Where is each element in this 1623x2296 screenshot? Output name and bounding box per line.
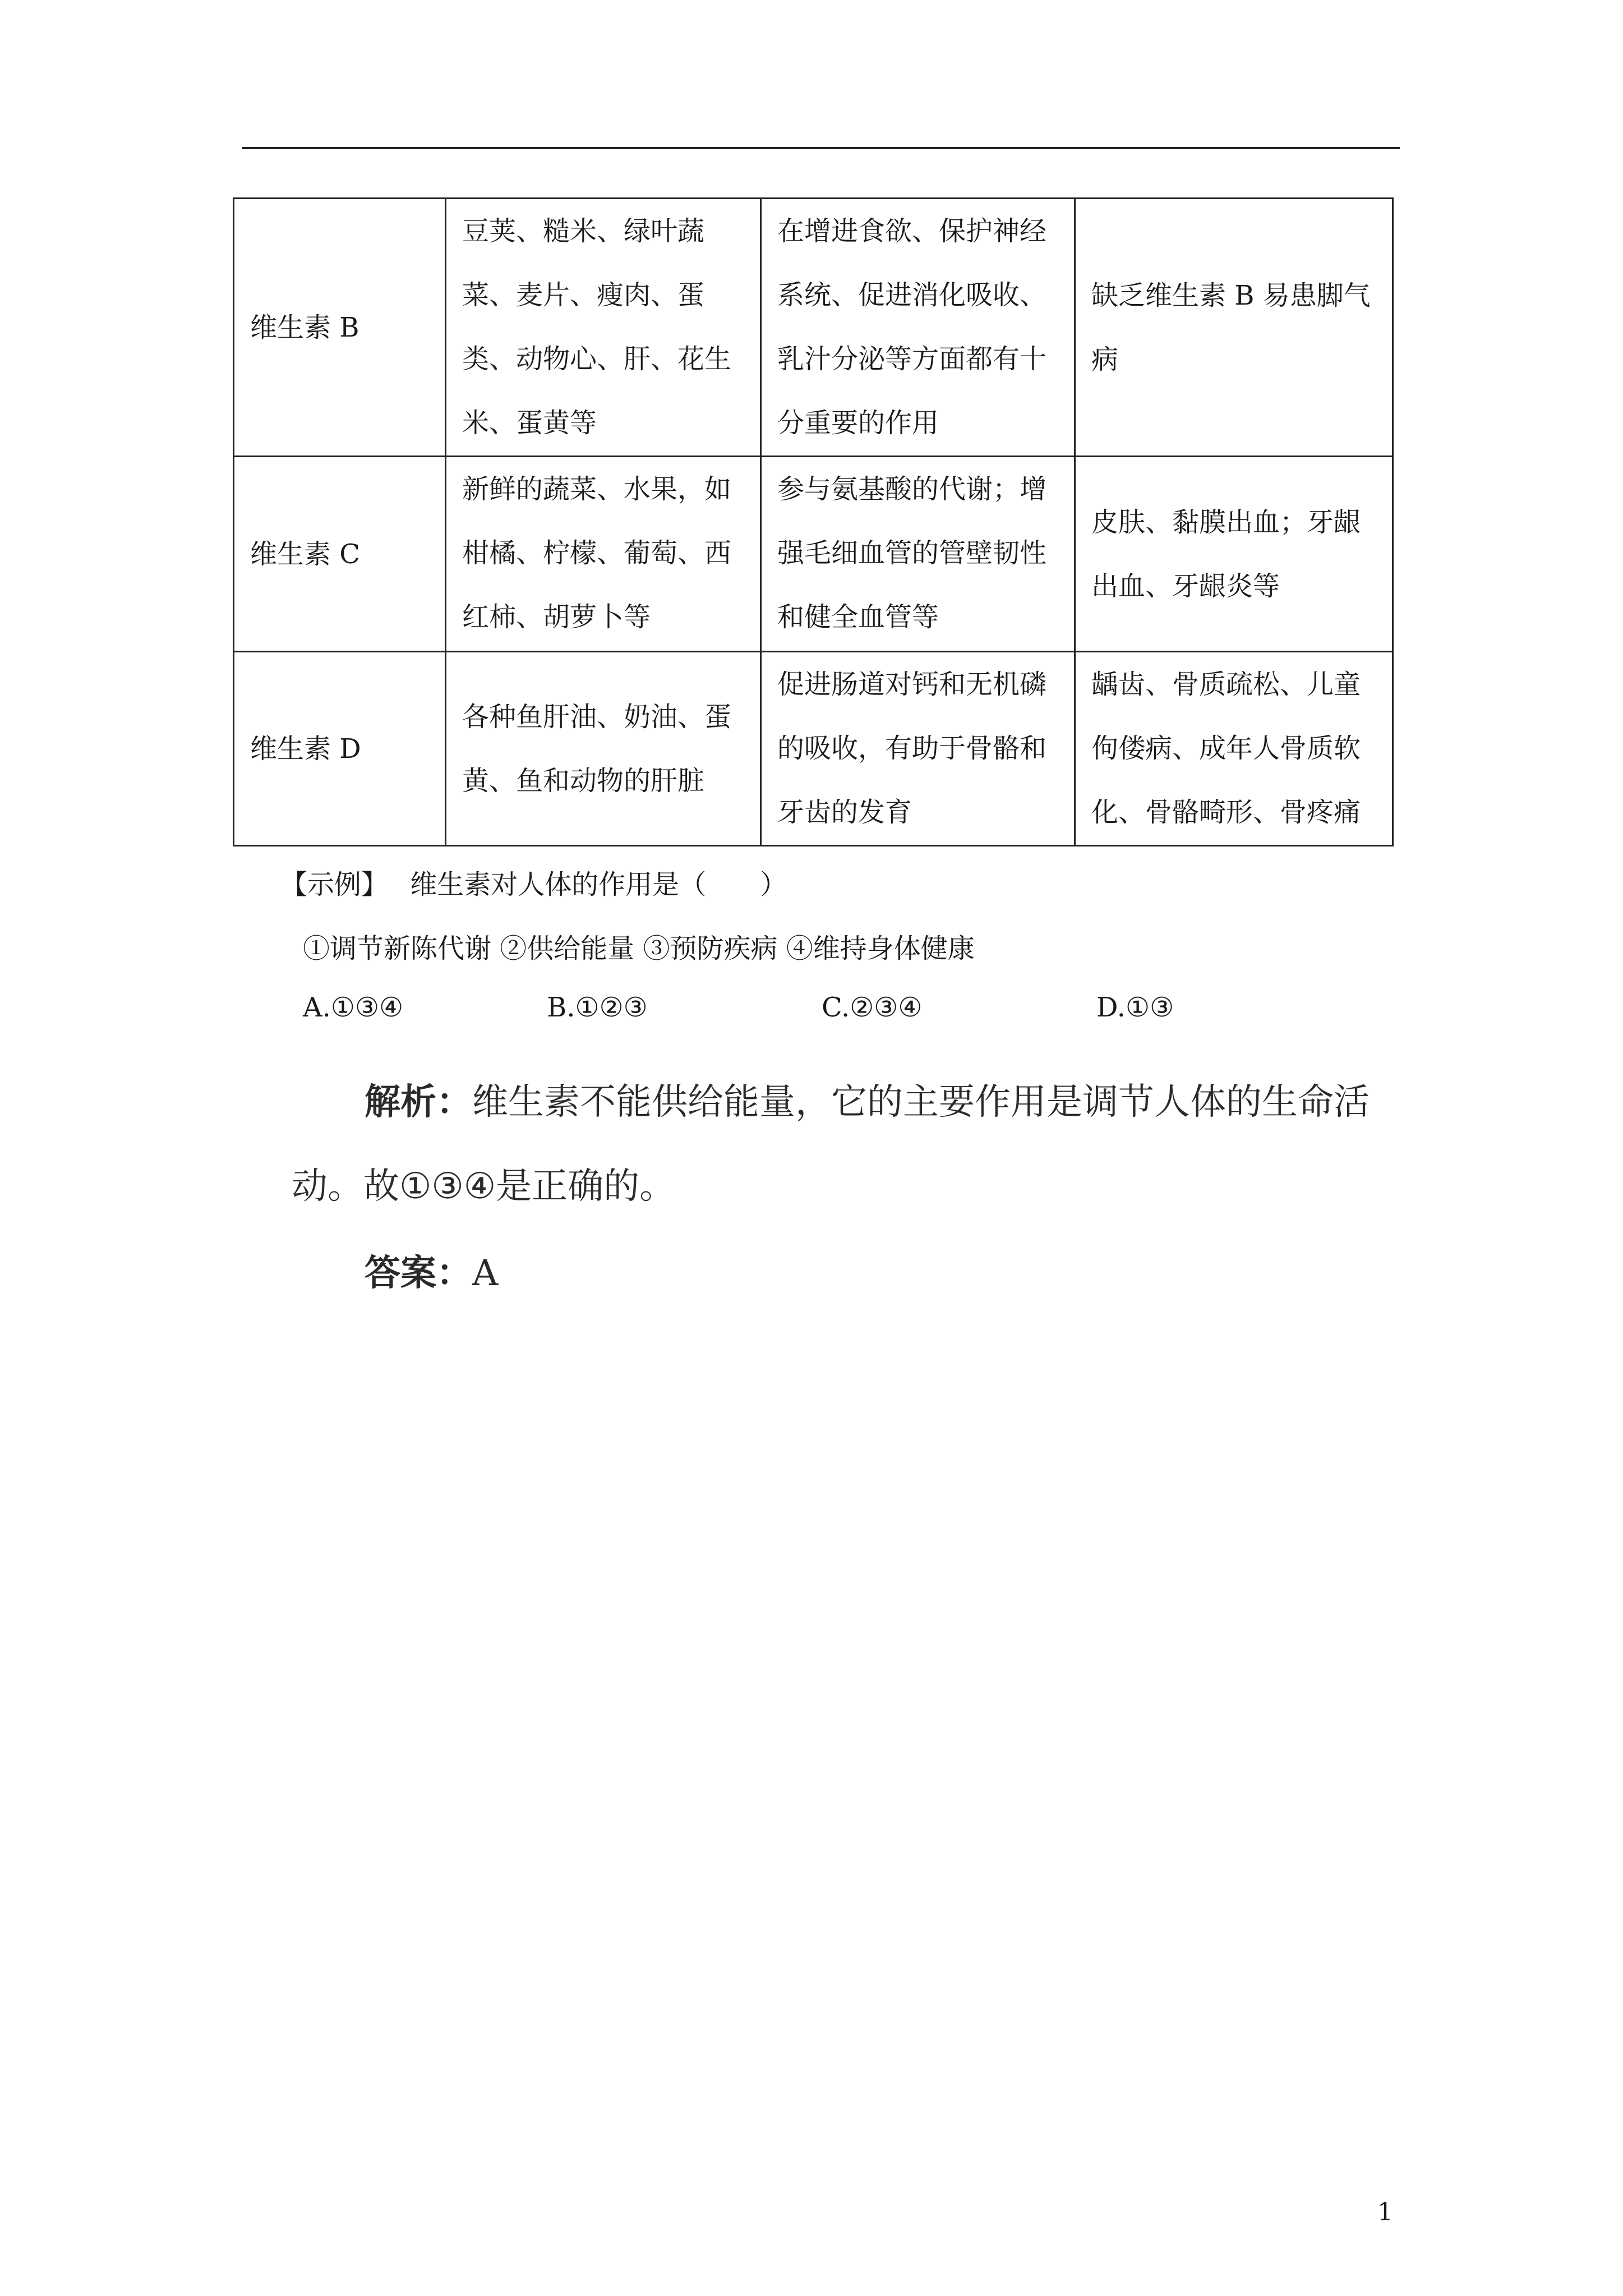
deficiency-cell: 皮肤、黏膜出血；牙龈出血、牙龈炎等 [1075, 457, 1393, 652]
header-rule [242, 147, 1400, 149]
option-d: D.①③ [1096, 992, 1174, 1023]
table-row [234, 199, 1393, 457]
vitamin-name-cell: 维生素 B [234, 199, 446, 457]
example-question-text: 维生素对人体的作用是（ ） [410, 869, 787, 900]
answer-label: 答案： [365, 1253, 472, 1294]
analysis-line-1 [365, 1060, 1458, 1144]
example-label: 【示例】 [280, 869, 389, 900]
deficiency-cell: 龋齿、骨质疏松、儿童佝偻病、成年人骨质软化、骨骼畸形、骨疼痛 [1075, 652, 1393, 846]
function-cell: 在增进食欲、保护神经系统、促进消化吸收、乳汁分泌等方面都有十分重要的作用 [761, 199, 1075, 457]
analysis-text-1: 维生素不能供给能量，它的主要作用是调节人体的生命活 [472, 1082, 1370, 1123]
table-row [234, 457, 1393, 652]
sources-cell: 各种鱼肝油、奶油、蛋黄、鱼和动物的肝脏 [446, 652, 761, 846]
answer-line [365, 1231, 1514, 1315]
sources-cell: 豆荚、糙米、绿叶蔬菜、麦片、瘦肉、蛋类、动物心、肝、花生米、蛋黄等 [446, 199, 761, 457]
vitamin-table [233, 197, 1394, 846]
answer-value: A [472, 1253, 499, 1294]
option-c: C.②③④ [822, 992, 923, 1023]
example-items: ①调节新陈代谢 ②供给能量 ③预防疾病 ④维持身体健康 [303, 933, 975, 964]
example-question [280, 863, 787, 901]
analysis-line-2: 动。故①③④是正确的。 [292, 1166, 676, 1207]
function-cell: 促进肠道对钙和无机磷的吸收，有助于骨骼和牙齿的发育 [761, 652, 1075, 846]
option-a: A.①③④ [303, 992, 404, 1023]
deficiency-cell: 缺乏维生素 B 易患脚气病 [1075, 199, 1393, 457]
option-b: B.①②③ [547, 992, 648, 1023]
analysis-label: 解析： [365, 1082, 472, 1123]
vitamin-name-cell: 维生素 D [234, 652, 446, 846]
sources-cell: 新鲜的蔬菜、水果，如柑橘、柠檬、葡萄、西红柿、胡萝卜等 [446, 457, 761, 652]
table-row [234, 652, 1393, 846]
vitamin-name-cell: 维生素 C [234, 457, 446, 652]
page-number: 1 [1377, 2198, 1393, 2226]
function-cell: 参与氨基酸的代谢；增强毛细血管的管壁韧性和健全血管等 [761, 457, 1075, 652]
